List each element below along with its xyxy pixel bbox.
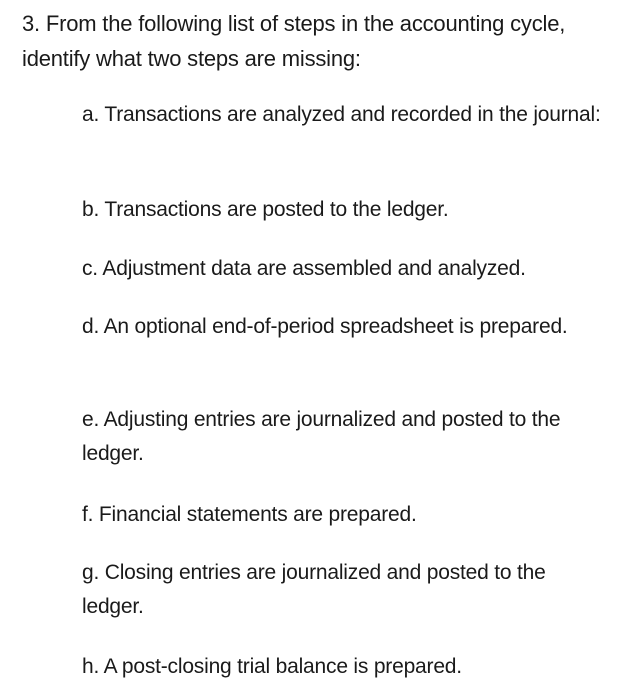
step-e: e. Adjusting entries are journalized and posted to the ledger. <box>82 408 561 465</box>
step-h: h. A post-closing trial balance is prepared. <box>82 655 462 678</box>
step-f: f. Financial statements are prepared. <box>82 503 417 526</box>
step-a: a. Transactions are analyzed and recorded in the journal: <box>82 103 601 126</box>
step-g: g. Closing entries are journalized and posted to the ledger. <box>82 561 546 618</box>
question-text: 3. From the following list of steps in the accounting cycle, identify what two steps are missing: <box>22 11 566 71</box>
step-c: c. Adjustment data are assembled and analyzed. <box>82 257 526 280</box>
step-d: d. An optional end-of-period spreadsheet is prepared. <box>82 315 568 338</box>
step-b: b. Transactions are posted to the ledger. <box>82 198 449 221</box>
